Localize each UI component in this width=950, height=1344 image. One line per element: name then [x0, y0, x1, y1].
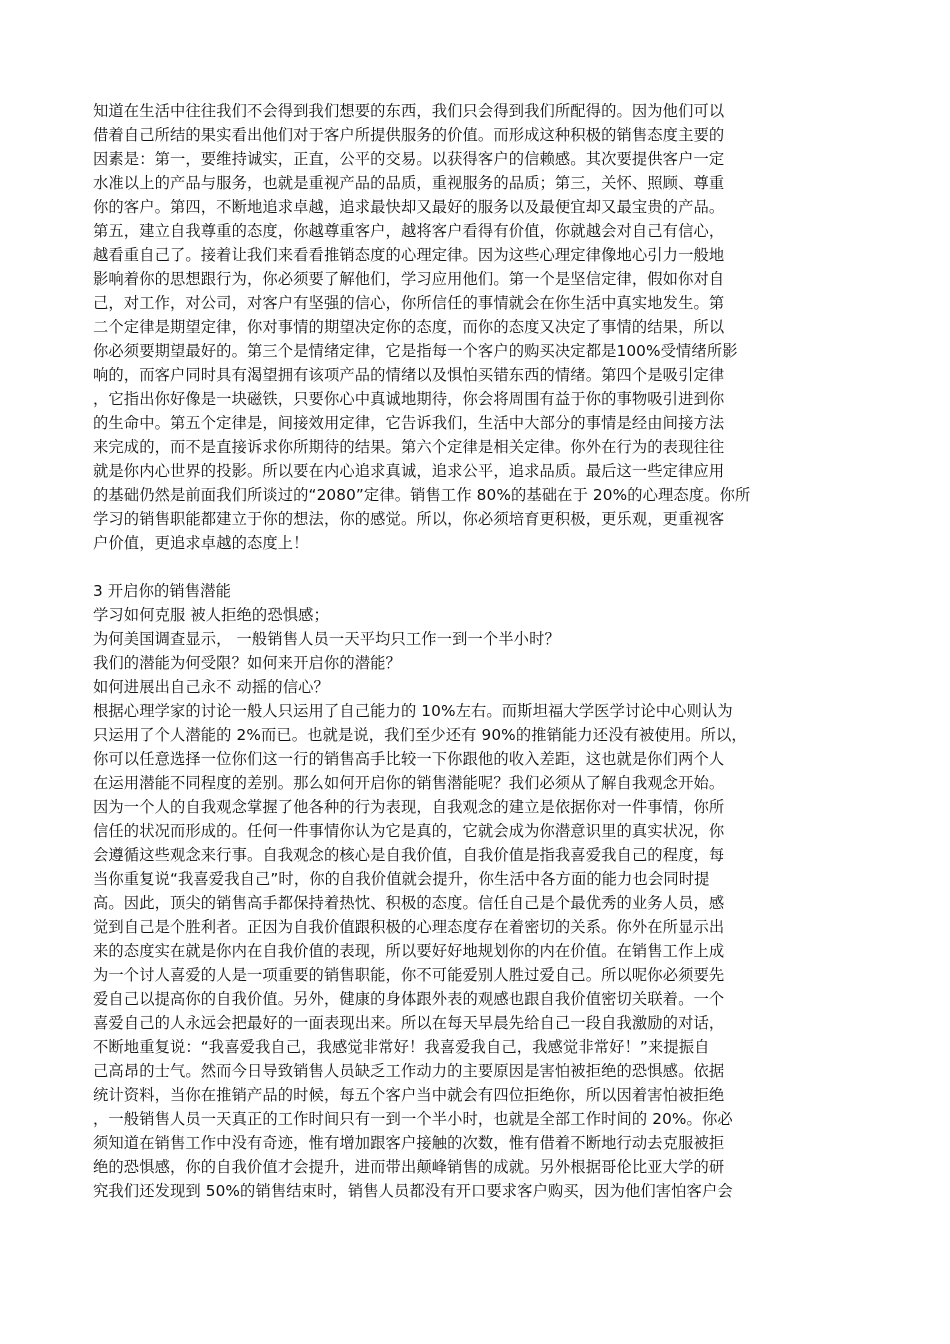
paragraph2-line: 3 开启你的销售潜能 [93, 582, 231, 600]
paragraph2-line: 当你重复说“我喜爱我自己”时，你的自我价值就会提升，你生活中各方面的能力也会同时提 [93, 870, 710, 888]
paragraph2-line: 为一个讨人喜爱的人是一项重要的销售职能，你不可能爱别人胜过爱自己。所以呢你必须要先 [93, 966, 725, 984]
paragraph1-line: 知道在生活中往往我们不会得到我们想要的东西，我们只会得到我们所配得的。因为他们可以 [93, 102, 725, 120]
paragraph1-line: 学习的销售职能都建立于你的想法，你的感觉。所以，你必须培育更积极，更乐观，更重视客 [93, 510, 725, 528]
paragraph2-line: 究我们还发现到 50%的销售结束时，销售人员都没有开口要求客户购买，因为他们害怕客户会 [93, 1182, 733, 1200]
paragraph2-line: 如何进展出自己永不 动摇的信心？ [93, 678, 329, 696]
paragraph1-line: 的基础仍然是前面我们所谈过的“2080”定律。销售工作 80%的基础在于 20%的心理态度。你所 [93, 486, 751, 504]
paragraph1-line: 二个定律是期望定律，你对事情的期望决定你的态度，而你的态度又决定了事情的结果，所以 [93, 318, 725, 336]
paragraph-attitude-laws [93, 99, 765, 555]
paragraph2-line: 信任的状况而形成的。任何一件事情你认为它是真的，它就会成为你潜意识里的真实状况，你 [93, 822, 725, 840]
paragraph1-line: 你必须要期望最好的。第三个是情绪定律，它是指每一个客户的购买决定都是100%受情绪所影 [93, 342, 738, 360]
paragraph2-line: 高。因此，顶尖的销售高手都保持着热忱、积极的态度。信任自己是个最优秀的业务人员，感 [93, 894, 725, 912]
paragraph2-line: 根据心理学家的讨论一般人只运用了自己能力的 10%左右。而斯坦福大学医学讨论中心则认为 [93, 702, 733, 720]
document-page [93, 99, 765, 1203]
paragraph2-line: 喜爱自己的人永远会把最好的一面表现出来。所以在每天早晨先给自己一段自我激励的对话， [93, 1014, 725, 1032]
paragraph2-line: 统计资料，当你在推销产品的时候，每五个客户当中就会有四位拒绝你，所以因着害怕被拒绝 [93, 1086, 725, 1104]
paragraph2-line: 只运用了个人潜能的 2%而已。也就是说，我们至少还有 90%的推销能力还没有被使用。所以， [93, 726, 747, 744]
paragraph2-line: 我们的潜能为何受限？如何来开启你的潜能？ [93, 654, 401, 672]
section-sales-potential [93, 579, 765, 1203]
paragraph1-line: 越看重自己了。接着让我们来看看推销态度的心理定律。因为这些心理定律像地心引力一般地 [93, 246, 725, 264]
paragraph1-line: ，它指出你好像是一块磁铁，只要你心中真诚地期待，你会将周围有益于你的事物吸引进到你 [93, 390, 725, 408]
paragraph2-line: 须知道在销售工作中没有奇迹，惟有增加跟客户接触的次数，惟有借着不断地行动去克服被拒 [93, 1134, 725, 1152]
paragraph2-line: 为何美国调查显示， 一般销售人员一天平均只工作一到一个半小时？ [93, 630, 560, 648]
paragraph1-line: 影响着你的思想跟行为，你必须要了解他们，学习应用他们。第一个是坚信定律，假如你对自 [93, 270, 725, 288]
paragraph1-line: 的生命中。第五个定律是，间接效用定律，它告诉我们，生活中大部分的事情是经由间接方法 [93, 414, 725, 432]
paragraph2-line: 来的态度实在就是你内在自我价值的表现，所以要好好地规划你的内在价值。在销售工作上成 [93, 942, 725, 960]
paragraph2-line: 在运用潜能不同程度的差别。那么如何开启你的销售潜能呢？我们必须从了解自我观念开始。 [93, 774, 725, 792]
paragraph2-line: 己高昂的士气。然而今日导致销售人员缺乏工作动力的主要原因是害怕被拒绝的恐惧感。依据 [93, 1062, 725, 1080]
paragraph2-line: 绝的恐惧感，你的自我价值才会提升，进而带出颠峰销售的成就。另外根据哥伦比亚大学的研 [93, 1158, 725, 1176]
paragraph1-line: 己，对工作，对公司，对客户有坚强的信心，你所信任的事情就会在你生活中真实地发生。第 [93, 294, 725, 312]
paragraph2-line: 你可以任意选择一位你们这一行的销售高手比较一下你跟他的收入差距，这也就是你们两个人 [93, 750, 725, 768]
paragraph2-line: ，一般销售人员一天真正的工作时间只有一到一个半小时，也就是全部工作时间的 20%。你必 [93, 1110, 733, 1128]
paragraph1-line: 响的，而客户同时具有渴望拥有该项产品的情绪以及惧怕买错东西的情绪。第四个是吸引定律 [93, 366, 725, 384]
paragraph1-line: 水准以上的产品与服务，也就是重视产品的品质，重视服务的品质；第三，关怀、照顾、尊重 [93, 174, 725, 192]
paragraph1-line: 借着自己所结的果实看出他们对于客户所提供服务的价值。而形成这种积极的销售态度主要的 [93, 126, 725, 144]
paragraph-gap [93, 555, 765, 579]
paragraph1-line: 因素是：第一，要维持诚实，正直，公平的交易。以获得客户的信赖感。其次要提供客户一定 [93, 150, 725, 168]
paragraph2-line: 学习如何克服 被人拒绝的恐惧感； [93, 606, 329, 624]
paragraph1-line: 来完成的，而不是直接诉求你所期待的结果。第六个定律是相关定律。你外在行为的表现往往 [93, 438, 725, 456]
paragraph2-line: 不断地重复说：“我喜爱我自己，我感觉非常好！我喜爱我自己，我感觉非常好！”来提振自 [93, 1038, 710, 1056]
paragraph1-line: 你的客户。第四，不断地追求卓越，追求最快却又最好的服务以及最便宜却又最宝贵的产品。 [93, 198, 725, 216]
paragraph2-line: 会遵循这些观念来行事。自我观念的核心是自我价值，自我价值是指我喜爱我自己的程度，每 [93, 846, 725, 864]
paragraph1-line: 第五，建立自我尊重的态度，你越尊重客户，越将客户看得有价值，你就越会对自己有信心， [93, 222, 725, 240]
paragraph1-line: 户价值，更追求卓越的态度上！ [93, 534, 309, 552]
paragraph2-line: 觉到自己是个胜利者。正因为自我价值跟积极的心理态度存在着密切的关系。你外在所显示出 [93, 918, 725, 936]
paragraph2-line: 因为一个人的自我观念掌握了他各种的行为表现，自我观念的建立是依据你对一件事情，你所 [93, 798, 725, 816]
paragraph1-line: 就是你内心世界的投影。所以要在内心追求真诚，追求公平，追求品质。最后这一些定律应用 [93, 462, 725, 480]
paragraph2-line: 爱自己以提高你的自我价值。另外，健康的身体跟外表的观感也跟自我价值密切关联着。一个 [93, 990, 725, 1008]
